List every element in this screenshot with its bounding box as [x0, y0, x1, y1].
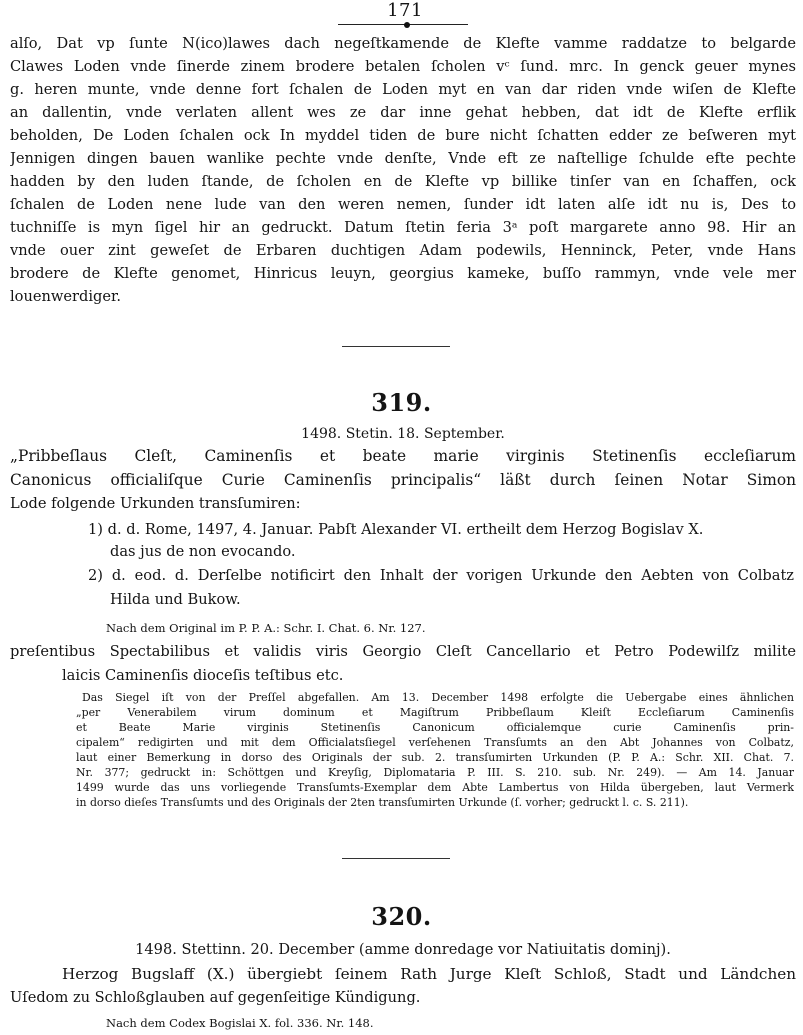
- text-line: g. heren munte, vnde denne fort ſchalen de Loden myt en van dar riden vnde wiſen de Klefte: [10, 81, 796, 98]
- intro-line: „Pribbeſlaus Cleſt, Caminenſis et beate marie virginis Stetinenſis eccleſiarum: [10, 447, 796, 465]
- dateline: 1498. Stetin. 18. September.: [301, 426, 505, 442]
- intro-line: Canonicus officialiſque Curie Caminenſis principalis“ läßt durch ſeinen Notar Simon: [10, 471, 796, 489]
- summary-line: Herzog Bugslaff (X.) übergiebt ſeinem Rath Jurge Kleſt Schloß, Stadt und Ländchen: [62, 965, 796, 983]
- note-line: cipalem“ redigirten und mit dem Officialatsſiegel verſehenen Transſumts an den Abt Johannes von Colbatz,: [76, 736, 794, 749]
- note-line: 1499 wurde das uns vorliegende Transſumts-Exemplar dem Abte Lambertus von Hilda übergeben, laut Vermerk: [76, 781, 794, 794]
- intro-line: Lode folgende Urkunden transſumiren:: [10, 495, 301, 512]
- source-note: Nach dem Original im P. P. A.: Schr. I. Chat. 6. Nr. 127.: [106, 621, 426, 635]
- document-number: 319.: [371, 388, 432, 417]
- section-separator: [342, 346, 450, 347]
- text-line: Clawes Loden vnde ſinerde zinem brodere betalen ſcholen vᶜ ſund. mrc. In genck geuer mynes: [10, 58, 796, 75]
- note-line: in dorso dieſes Transſumts und des Originals der 2ten transſumirten Urkunde (ſ. vorher; gedruckt l. c. S. 211).: [76, 796, 689, 809]
- note-line: et Beate Marie virginis Stetinenſis Canonicum officialemque curie Caminenſis prin-: [76, 721, 794, 734]
- note-line: laut einer Bemerkung in dorso des Originals der sub. 2. transſumirten Urkunden (P. P. A.: Schr. XII. Chat. 7.: [76, 751, 794, 764]
- text-line: tuchniſſe is myn ſigel hir an gedruckt. Datum ſtetin feria 3ᵃ poſt margarete anno 98. Hir an: [10, 219, 796, 236]
- section-separator: [342, 858, 450, 859]
- list-item: 2) d. eod. d. Derſelbe notificirt den Inhalt der vorigen Urkunde den Aebten von Colbatz: [88, 567, 794, 584]
- page-number-rule: [338, 24, 468, 25]
- note-line: Das Siegel iſt von der Preſſel abgefallen. Am 13. December 1498 erfolgte die Uebergabe eines ähnlichen: [82, 691, 794, 704]
- text-line: brodere de Klefte genomet, Hinricus leuyn, georgius kameke, buſſo rammyn, vnde vele mer: [10, 265, 796, 282]
- text-line: hadden by den luden ſtande, de ſcholen en de Klefte vp billike tinſer van en ſchaffen, ock: [10, 173, 796, 190]
- text-line: alſo, Dat vp ſunte N(ico)lawes dach negeſtkamende de Klefte vamme raddatze to belgarde: [10, 35, 796, 52]
- page-number: 171: [387, 0, 423, 21]
- text-line: Jennigen dingen bauen wanlike pechte vnde denſte, Vnde eft ze naſtellige ſchulde efte pechte: [10, 150, 796, 167]
- document-number: 320.: [371, 902, 432, 931]
- text-line: an dallentin, vnde verlaten allent wes ze dar inne gehat hebben, dat idt de Klefte erflik: [10, 104, 796, 121]
- witness-line: laicis Caminenſis dioceſis teſtibus etc.: [62, 667, 344, 684]
- dateline: 1498. Stettinn. 20. December (amme donredage vor Natiuitatis dominj).: [135, 941, 671, 958]
- list-item-continuation: Hilda und Bukow.: [110, 591, 241, 608]
- witness-line: preſentibus Spectabilibus et validis viris Georgio Cleſt Cancellario et Petro Podewilſz milite: [10, 643, 796, 660]
- list-item-continuation: das jus de non evocando.: [110, 543, 296, 560]
- text-line: louenwerdiger.: [10, 288, 121, 305]
- note-line: „per Venerabilem virum dominum et Magiſtrum Pribbeſlaum Kleiſt Eccleſiarum Caminenſis: [76, 706, 794, 719]
- page-number-dot: [404, 22, 410, 28]
- text-line: ſchalen de Loden nene lude van den weren nemen, ſunder idt laten alſe idt nu is, Des to: [10, 196, 796, 213]
- source-note: Nach dem Codex Bogislai X. fol. 336. Nr. 148.: [106, 1016, 374, 1030]
- list-item: 1) d. d. Rome, 1497, 4. Januar. Pabſt Alexander VI. ertheilt dem Herzog Bogislav X.: [88, 521, 704, 538]
- note-line: Nr. 377; gedruckt in: Schöttgen und Kreyſig, Diplomataria P. III. S. 210. sub. Nr. 249). — Am 14. Januar: [76, 766, 794, 779]
- summary-line: Uſedom zu Schloßglauben auf gegenſeitige Kündigung.: [10, 989, 421, 1006]
- text-line: beholden, De Loden ſchalen ock In myddel tiden de bure nicht ſchatten edder ze beſweren myt: [10, 127, 796, 144]
- text-line: vnde ouer zint geweſet de Erbaren duchtigen Adam podewils, Henninck, Peter, vnde Hans: [10, 242, 796, 259]
